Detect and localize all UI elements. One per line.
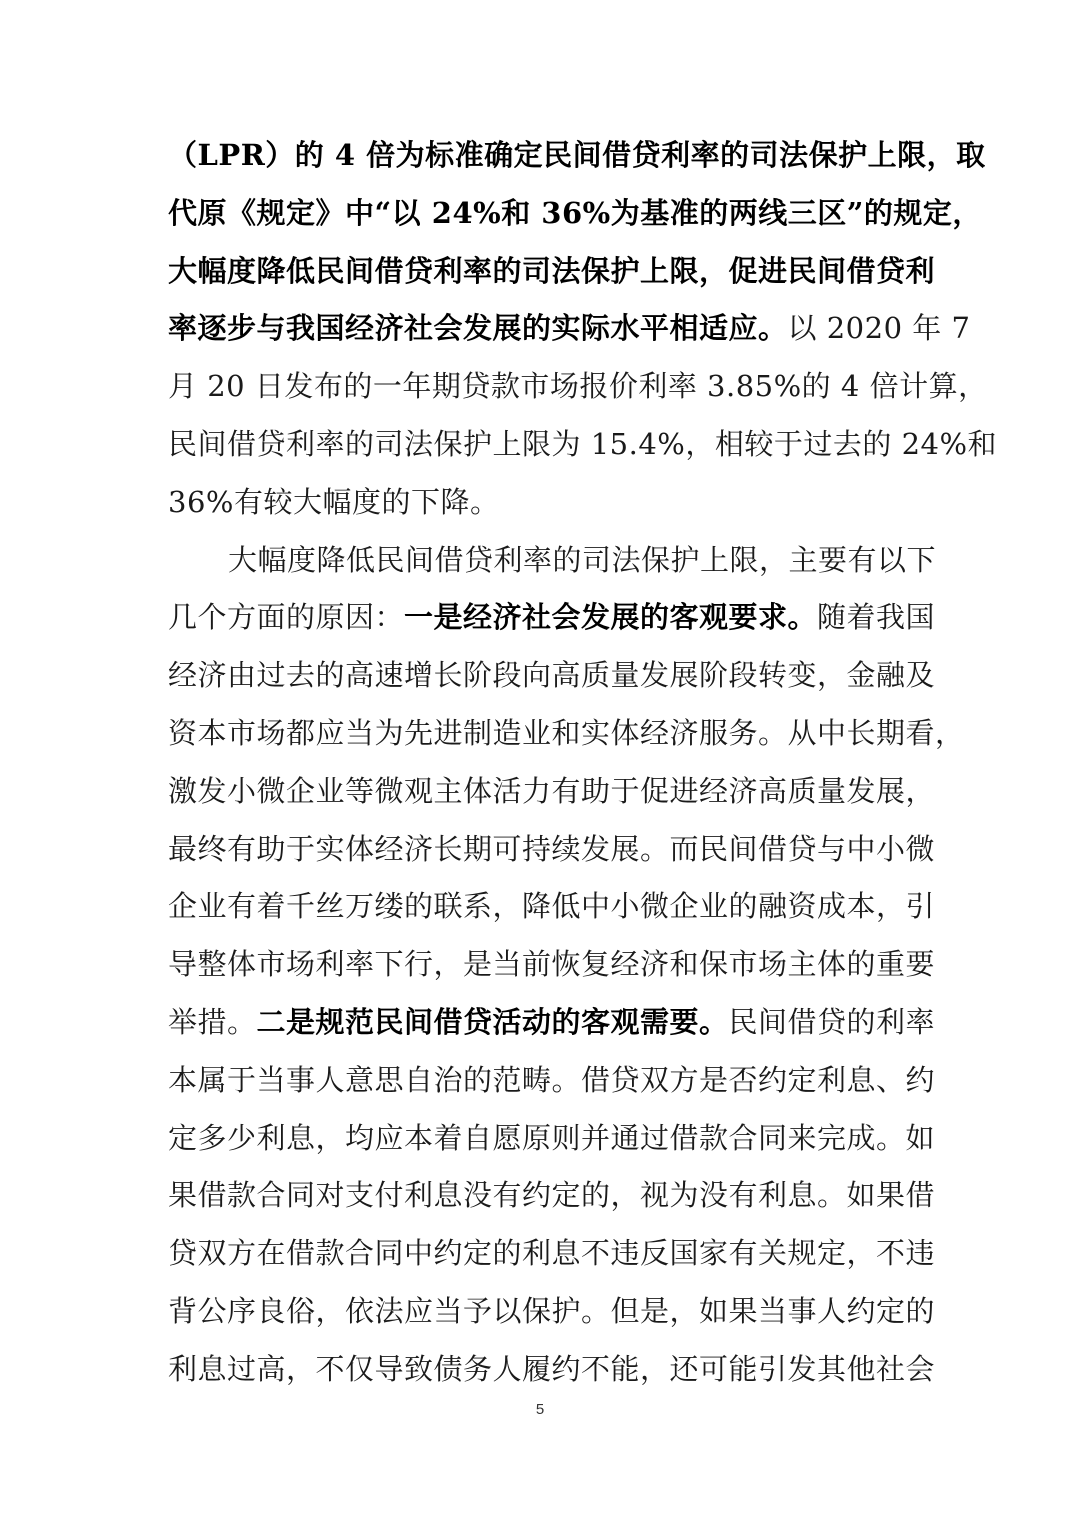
bold-text-segment: 代原《规定》中“以 24%和 36%为基准的两线三区”的规定， [168,195,982,230]
text-line [168,1110,936,1168]
text-segment: 资本市场都应当为先进制造业和实体经济服务。从中长期看， [168,715,965,750]
text-segment: 36%有较大幅度的下降。 [168,484,500,519]
text-segment: 民间借贷利率的司法保护上限为 15.4%，相较于过去的 24%和 [168,426,998,461]
bold-text-segment: （LPR）的 4 倍为标准确定民间借贷利率的司法保护上限，取 [168,138,986,172]
text-line [168,878,936,936]
text-line [168,936,936,994]
text-line [168,243,936,301]
text-line [168,1167,936,1225]
text-line [168,821,936,879]
text-segment: 经济由过去的高速增长阶段向高质量发展阶段转变，金融及 [168,658,936,693]
text-line [168,994,936,1052]
text-segment: 举措。 [168,1004,257,1039]
text-line [168,1052,936,1110]
text-line [168,358,988,416]
text-line [168,1225,936,1283]
text-segment: 利息过高，不仅导致债务人履约不能，还可能引发其他社会 [168,1351,936,1386]
text-line [168,185,982,243]
text-line [168,532,937,590]
text-segment: 本属于当事人意思自治的范畴。借贷双方是否约定利息、约 [168,1062,936,1097]
text-line [168,589,936,647]
page-number: 5 [535,1401,545,1418]
bold-text-segment: 一是经济社会发展的客观要求。 [404,600,818,635]
text-segment: 果借款合同对支付利息没有约定的，视为没有利息。如果借 [168,1178,936,1213]
text-segment: 激发小微企业等微观主体活力有助于促进经济高质量发展， [168,773,936,808]
text-line [168,1283,936,1341]
text-segment: 定多少利息，均应本着自愿原则并通过借款合同来完成。如 [168,1120,936,1155]
text-line [168,474,928,532]
text-segment: 导整体市场利率下行，是当前恢复经济和保市场主体的重要 [168,947,936,982]
text-line [168,647,936,705]
text-segment: 背公序良俗，依法应当予以保护。但是，如果当事人约定的 [168,1293,936,1328]
text-segment: 几个方面的原因： [168,600,405,635]
bold-text-segment: 率逐步与我国经济社会发展的实际水平相适应。 [168,311,788,346]
bold-text-segment: 大幅度降低民间借贷利率的司法保护上限，促进民间借贷利 [168,253,936,288]
text-line [168,416,998,474]
text-segment: 月 20 日发布的一年期贷款市场报价利率 3.85%的 4 倍计算， [168,369,988,404]
text-line [168,127,986,185]
bold-text-segment: 二是规范民间借贷活动的客观需要。 [256,1004,729,1039]
text-line [168,1341,936,1399]
text-line [168,705,965,763]
text-segment: 大幅度降低民间借贷利率的司法保护上限，主要有以下 [228,542,937,577]
text-segment: 最终有助于实体经济长期可持续发展。而民间借贷与中小微 [168,831,936,866]
text-line [168,300,971,358]
text-line [168,763,936,821]
text-segment: 贷双方在借款合同中约定的利息不违反国家有关规定，不违 [168,1236,936,1271]
text-segment: 随着我国 [817,600,936,635]
text-segment: 民间借贷的利率 [728,1004,936,1039]
body-text [168,127,998,1399]
text-segment: 以 2020 年 7 [787,311,971,346]
text-segment: 企业有着千丝万缕的联系，降低中小微企业的融资成本，引 [168,889,936,924]
